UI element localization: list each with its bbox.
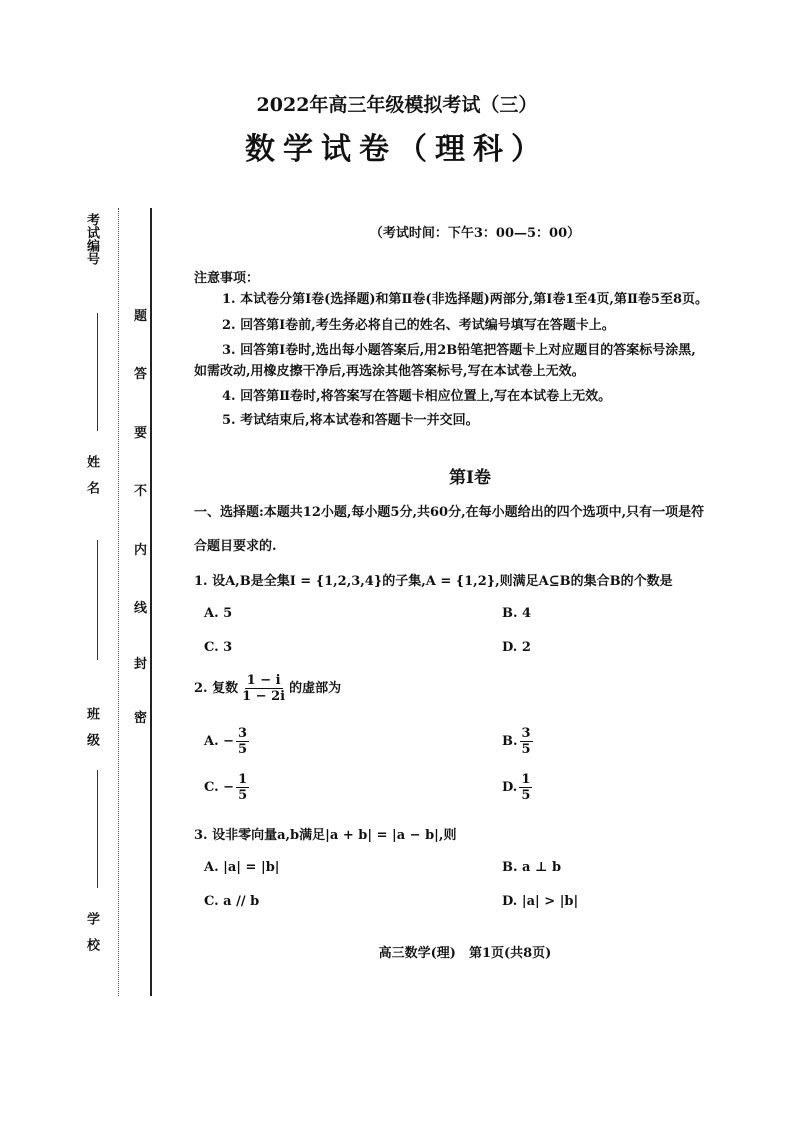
binding-dotted-line	[118, 208, 119, 996]
seal-char-8: 密	[134, 711, 148, 726]
exam-time: （考试时间：下午3：00—5：00）	[369, 226, 581, 241]
q3-option-b[interactable]: B. a ⊥ b	[502, 860, 562, 875]
q2-option-d-fraction	[519, 772, 532, 803]
binding-solid-line	[150, 208, 152, 996]
q2-stem-prefix: 2. 复数	[194, 681, 239, 696]
q2-option-b-label: B.	[502, 734, 518, 749]
q2-fraction-denominator: 1 − 2i	[242, 689, 286, 704]
q2-option-c-label: C. −	[204, 780, 235, 795]
q2-option-d-den: 5	[521, 788, 531, 803]
q3-option-d[interactable]: D. |a| > |b|	[502, 894, 579, 909]
notice-item-3-cont: 如需改动,用橡皮擦干净后,再选涂其他答案标号,写在本试卷上无效。	[194, 364, 585, 379]
q1-option-b[interactable]: B. 4	[502, 606, 532, 621]
q2-stem	[194, 673, 341, 704]
q2-option-a-label: A. −	[204, 734, 235, 749]
q3-stem: 3. 设非零向量a,b满足|a + b| = |a − b|,则	[194, 828, 457, 843]
q2-option-d-label: D.	[502, 780, 518, 795]
seal-char-5: 内	[134, 543, 148, 558]
seal-char-2: 答	[134, 367, 148, 382]
q2-option-c[interactable]	[204, 772, 251, 803]
q3-option-a[interactable]: A. |a| = |b|	[204, 860, 280, 875]
q2-option-c-den: 5	[238, 788, 248, 803]
notice-item-2: 2. 回答第Ⅰ卷前,考生务必将自己的姓名、考试编号填写在答题卡上。	[222, 318, 615, 333]
seal-char-4: 不	[134, 484, 148, 499]
q1-option-a[interactable]: A. 5	[204, 606, 233, 621]
q2-option-a-num: 3	[238, 726, 248, 741]
q2-fraction	[240, 673, 287, 704]
section-intro-line2: 合题目要求的.	[194, 539, 277, 554]
page-footer: 高三数学(理) 第1页(共8页)	[378, 946, 552, 961]
q2-option-c-fraction	[236, 772, 249, 803]
class-blank[interactable]	[97, 770, 98, 888]
seal-char-3: 要	[134, 426, 148, 441]
seal-char-6: 线	[134, 601, 148, 616]
notice-item-1: 1. 本试卷分第Ⅰ卷(选择题)和第Ⅱ卷(非选择题)两部分,第Ⅰ卷1至4页,第Ⅱ卷5至8页。	[222, 292, 709, 307]
q2-stem-suffix: 的虚部为	[289, 681, 342, 696]
q2-option-a-fraction	[236, 726, 249, 757]
name-blank[interactable]	[97, 540, 98, 660]
q2-option-b[interactable]	[502, 726, 535, 757]
section-title: 第Ⅰ卷	[449, 468, 491, 488]
class-label: 班 级	[84, 707, 99, 746]
exam-number-label: 考试编号	[84, 213, 99, 265]
q2-option-b-den: 5	[521, 742, 531, 757]
q3-option-c[interactable]: C. a // b	[204, 894, 260, 909]
name-label: 姓 名	[84, 455, 99, 494]
exam-number-blank[interactable]	[97, 313, 98, 431]
q2-option-c-num: 1	[238, 772, 248, 787]
notice-item-4: 4. 回答第Ⅱ卷时,将答案写在答题卡相应位置上,写在本试卷上无效。	[222, 389, 612, 404]
q2-option-d-num: 1	[521, 772, 531, 787]
school-label: 学 校	[84, 912, 99, 951]
q2-fraction-numerator: 1 − i	[246, 673, 281, 688]
q1-option-c[interactable]: C. 3	[204, 640, 233, 655]
paper-title: 数学试卷（理科）	[245, 132, 549, 167]
notice-heading: 注意事项：	[194, 271, 260, 286]
exam-title: 2022年高三年级模拟考试（三）	[256, 94, 538, 116]
q2-option-d[interactable]	[502, 772, 534, 803]
seal-char-7: 封	[134, 657, 148, 672]
q1-option-d[interactable]: D. 2	[502, 640, 531, 655]
q1-stem: 1. 设A,B是全集I = {1,2,3,4}的子集,A = {1,2},则满足A⊆B的集合B的个数是	[194, 574, 673, 589]
q2-option-a[interactable]	[204, 726, 251, 757]
notice-item-3: 3. 回答第Ⅰ卷时,选出每小题答案后,用2B铅笔把答题卡上对应题目的答案标号涂黑,	[222, 343, 696, 358]
q2-option-a-den: 5	[238, 742, 248, 757]
q2-option-b-num: 3	[521, 726, 531, 741]
section-intro-line1: 一、选择题:本题共12小题,每小题5分,共60分,在每小题给出的四个选项中,只有一项是符	[194, 505, 705, 520]
notice-item-5: 5. 考试结束后,将本试卷和答题卡一并交回。	[222, 413, 479, 428]
seal-char-1: 题	[134, 309, 148, 324]
q2-option-b-fraction	[520, 726, 533, 757]
